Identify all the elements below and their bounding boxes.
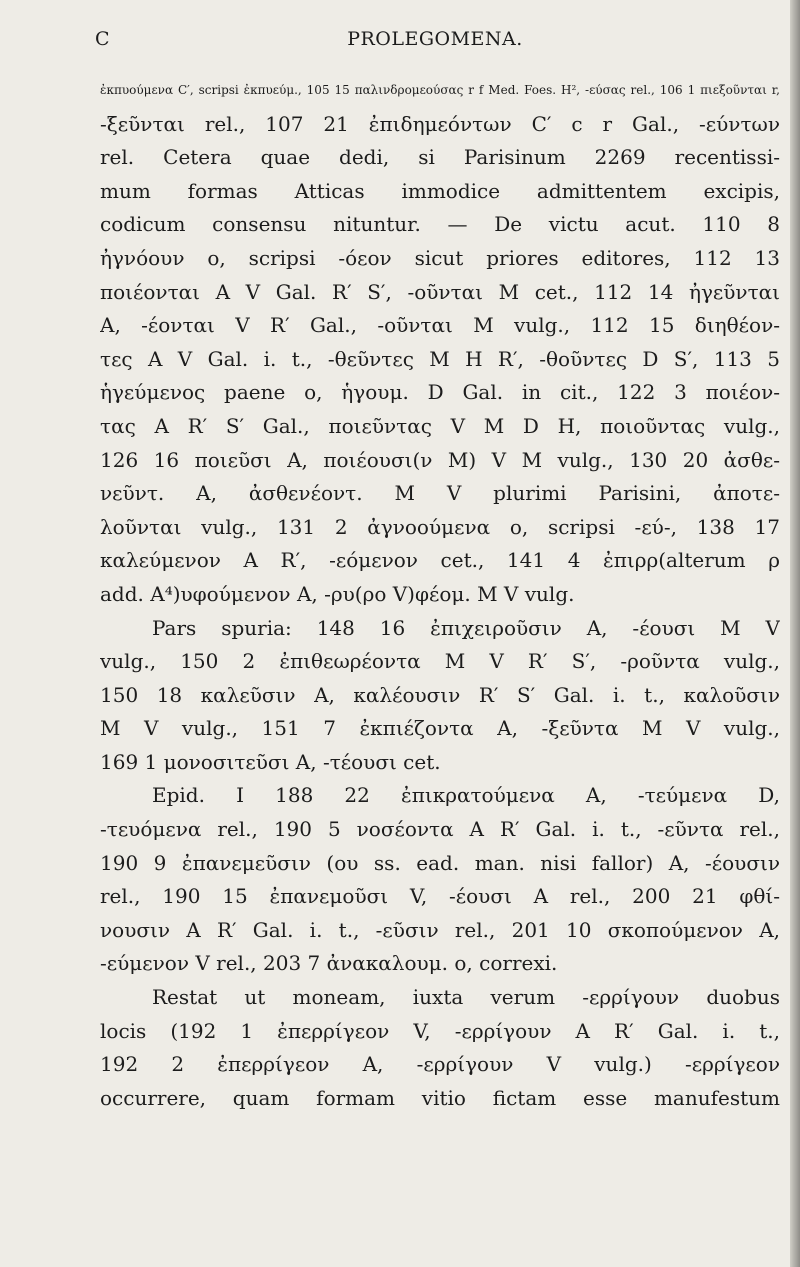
text-line: λοῦνται vulg., 131 2 ἀγνοούμενα o, scripsi -εύ-, 138 17 (100, 514, 780, 539)
text-line: τας A R′ S′ Gal., ποιεῦντας V M D H, ποιοῦντας vulg., (100, 413, 780, 438)
running-header (95, 28, 775, 54)
text-line: rel., 190 15 ἐπανεμοῦσι V, -έουσι A rel., 200 21 φθί- (100, 884, 780, 909)
text-line: M V vulg., 151 7 ἐκπιέζοντα A, -ξεῦντα M V vulg., (100, 716, 780, 741)
text-line: codicum consensu nituntur. — De victu acut. 110 8 (100, 212, 780, 237)
text-line: vulg., 150 2 ἐπιθεωρέοντα M V R′ S′, -ροῦντα vulg., (100, 649, 780, 674)
paragraph-start-line: Restat ut moneam, iuxta verum -ερρίγουν duobus (152, 985, 780, 1010)
text-line: A, -έονται V R′ Gal., -οῦνται M vulg., 112 15 διηθέον- (100, 313, 780, 338)
text-line: 126 16 ποιεῦσι A, ποιέουσι(ν M) V M vulg., 130 20 ἀσθε- (100, 447, 780, 472)
text-line: ἠγνόουν o, scripsi -όεον sicut priores editores, 112 13 (100, 245, 780, 270)
paragraph-start-line: Epid. I 188 22 ἐπικρατούμενα A, -τεύμενα D, (152, 783, 780, 808)
text-block (100, 74, 780, 1115)
text-line: 150 18 καλεῦσιν A, καλέουσιν R′ S′ Gal. i. t., καλοῦσιν (100, 682, 780, 707)
text-line: rel. Cetera quae dedi, si Parisinum 2269 recentissi- (100, 145, 780, 170)
text-line: -ξεῦνται rel., 107 21 ἐπιδημεόντων C′ c r Gal., -εύντων (100, 111, 780, 136)
text-line: καλεύμενον A R′, -εόμενον cet., 141 4 ἐπιρρ(alterum ρ (100, 548, 780, 573)
text-line: occurrere, quam formam vitio fictam esse manufestum (100, 1085, 780, 1110)
text-line: ποιέονται A V Gal. R′ S′, -οῦνται M cet., 112 14 ἠγεῦνται (100, 279, 780, 304)
text-line: ἐκπυούμενα C′, scripsi ἐκπυεύμ., 105 15 παλινδρομεούσας r f Med. Foes. H², -εύσας rel., 106 1 πιεξοῦνται r, (100, 83, 780, 97)
text-line: νεῦντ. A, ἀσθενέοντ. M V plurimi Parisini, ἀποτε- (100, 481, 780, 506)
page-number: C (95, 28, 111, 50)
text-line: τες A V Gal. i. t., -θεῦντες M H R′, -θοῦντες D S′, 113 5 (100, 346, 780, 371)
running-title: PROLEGOMENA. (347, 28, 523, 50)
page-edge (790, 0, 800, 1267)
text-line: add. A⁴)υφούμενον A, -ρυ(ρο V)φέομ. M V vulg. (100, 581, 575, 606)
text-line: 169 1 μονοσιτεῦσι A, -τέουσι cet. (100, 749, 441, 774)
text-line: 190 9 ἐπανεμεῦσιν (ου ss. ead. man. nisi fallor) A, -έουσιν (100, 850, 780, 875)
text-line: locis (192 1 ἐπερρίγεον V, -ερρίγουν A R′ Gal. i. t., (100, 1018, 780, 1043)
paragraph-start-line: Pars spuria: 148 16 ἐπιχειροῦσιν A, -έουσι M V (152, 615, 780, 640)
text-line: ἡγεύμενος paene o, ἡγουμ. D Gal. in cit., 122 3 ποιέον- (100, 380, 780, 405)
text-line: -τευόμενα rel., 190 5 νοσέοντα A R′ Gal. i. t., -εῦντα rel., (100, 817, 780, 842)
text-line: 192 2 ἐπερρίγεον A, -ερρίγουν V vulg.) -ερρίγεον (100, 1052, 780, 1077)
text-line: νουσιν A R′ Gal. i. t., -εῦσιν rel., 201 10 σκοπούμενον A, (100, 917, 780, 942)
text-line: mum formas Atticas immodice admittentem excipis, (100, 178, 780, 203)
text-line: -εύμενον V rel., 203 7 ἀνακαλουμ. o, correxi. (100, 951, 558, 976)
